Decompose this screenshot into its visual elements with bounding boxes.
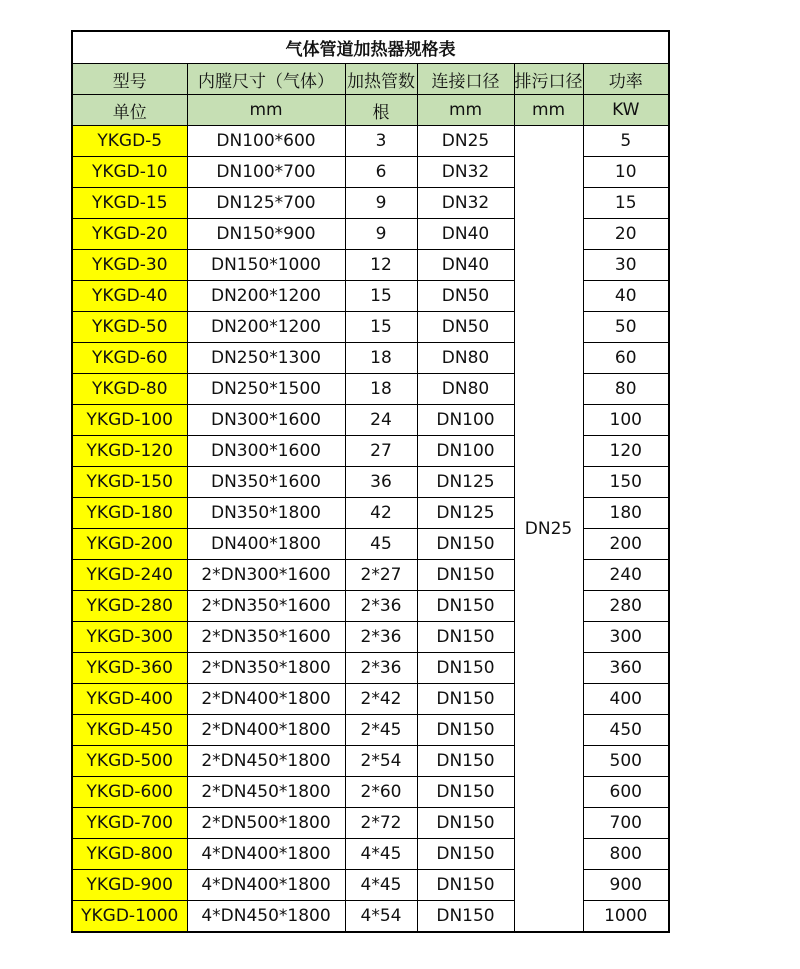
size-cell: 2*DN450*1800: [187, 777, 345, 808]
power-cell: 1000: [583, 901, 669, 933]
tubes-cell: 15: [345, 312, 417, 343]
model-cell: YKGD-450: [72, 715, 187, 746]
size-cell: 2*DN350*1600: [187, 622, 345, 653]
connection-cell: DN100: [417, 405, 514, 436]
tubes-cell: 4*45: [345, 870, 417, 901]
size-cell: DN300*1600: [187, 436, 345, 467]
size-cell: DN250*1500: [187, 374, 345, 405]
connection-cell: DN150: [417, 560, 514, 591]
power-cell: 200: [583, 529, 669, 560]
connection-cell: DN150: [417, 653, 514, 684]
model-cell: YKGD-10: [72, 157, 187, 188]
header-model: 型号: [72, 64, 187, 95]
model-cell: YKGD-5: [72, 126, 187, 157]
connection-cell: DN100: [417, 436, 514, 467]
size-cell: 4*DN400*1800: [187, 839, 345, 870]
model-cell: YKGD-900: [72, 870, 187, 901]
spec-table: [71, 30, 670, 933]
model-cell: YKGD-120: [72, 436, 187, 467]
tubes-cell: 2*60: [345, 777, 417, 808]
unit-tubes: 根: [345, 95, 417, 126]
power-cell: 80: [583, 374, 669, 405]
connection-cell: DN32: [417, 188, 514, 219]
model-cell: YKGD-30: [72, 250, 187, 281]
unit-row: [72, 95, 669, 126]
tubes-cell: 18: [345, 374, 417, 405]
header-tubes: 加热管数: [345, 64, 417, 95]
tubes-cell: 9: [345, 219, 417, 250]
power-cell: 15: [583, 188, 669, 219]
model-cell: YKGD-280: [72, 591, 187, 622]
tubes-cell: 2*36: [345, 653, 417, 684]
connection-cell: DN150: [417, 870, 514, 901]
connection-cell: DN125: [417, 498, 514, 529]
size-cell: DN125*700: [187, 188, 345, 219]
power-cell: 150: [583, 467, 669, 498]
connection-cell: DN150: [417, 684, 514, 715]
tubes-cell: 2*54: [345, 746, 417, 777]
header-drain: 排污口径: [514, 64, 583, 95]
power-cell: 120: [583, 436, 669, 467]
power-cell: 300: [583, 622, 669, 653]
connection-cell: DN80: [417, 343, 514, 374]
power-cell: 500: [583, 746, 669, 777]
tubes-cell: 9: [345, 188, 417, 219]
power-cell: 50: [583, 312, 669, 343]
power-cell: 450: [583, 715, 669, 746]
power-cell: 400: [583, 684, 669, 715]
tubes-cell: 2*72: [345, 808, 417, 839]
tubes-cell: 3: [345, 126, 417, 157]
power-cell: 700: [583, 808, 669, 839]
model-cell: YKGD-60: [72, 343, 187, 374]
model-cell: YKGD-15: [72, 188, 187, 219]
size-cell: 4*DN400*1800: [187, 870, 345, 901]
model-cell: YKGD-1000: [72, 901, 187, 933]
table-title: 气体管道加热器规格表: [72, 31, 669, 64]
size-cell: 2*DN350*1800: [187, 653, 345, 684]
power-cell: 10: [583, 157, 669, 188]
size-cell: 2*DN400*1800: [187, 684, 345, 715]
model-cell: YKGD-600: [72, 777, 187, 808]
power-cell: 360: [583, 653, 669, 684]
model-cell: YKGD-300: [72, 622, 187, 653]
table-row: [72, 126, 669, 157]
connection-cell: DN80: [417, 374, 514, 405]
connection-cell: DN32: [417, 157, 514, 188]
power-cell: 20: [583, 219, 669, 250]
title-row: [72, 31, 669, 64]
size-cell: DN350*1800: [187, 498, 345, 529]
connection-cell: DN40: [417, 250, 514, 281]
tubes-cell: 27: [345, 436, 417, 467]
model-cell: YKGD-240: [72, 560, 187, 591]
unit-size: mm: [187, 95, 345, 126]
size-cell: 2*DN300*1600: [187, 560, 345, 591]
tubes-cell: 2*45: [345, 715, 417, 746]
size-cell: DN200*1200: [187, 312, 345, 343]
connection-cell: DN150: [417, 808, 514, 839]
header-size: 内膛尺寸（气体）: [187, 64, 345, 95]
header-power: 功率: [583, 64, 669, 95]
connection-cell: DN40: [417, 219, 514, 250]
size-cell: DN150*1000: [187, 250, 345, 281]
size-cell: DN150*900: [187, 219, 345, 250]
power-cell: 30: [583, 250, 669, 281]
tubes-cell: 6: [345, 157, 417, 188]
connection-cell: DN50: [417, 312, 514, 343]
size-cell: DN350*1600: [187, 467, 345, 498]
size-cell: DN100*700: [187, 157, 345, 188]
unit-drain: mm: [514, 95, 583, 126]
power-cell: 280: [583, 591, 669, 622]
model-cell: YKGD-150: [72, 467, 187, 498]
tubes-cell: 2*36: [345, 591, 417, 622]
model-cell: YKGD-500: [72, 746, 187, 777]
tubes-cell: 2*42: [345, 684, 417, 715]
model-cell: YKGD-360: [72, 653, 187, 684]
power-cell: 40: [583, 281, 669, 312]
size-cell: DN200*1200: [187, 281, 345, 312]
power-cell: 600: [583, 777, 669, 808]
tubes-cell: 45: [345, 529, 417, 560]
tubes-cell: 2*36: [345, 622, 417, 653]
unit-connection: mm: [417, 95, 514, 126]
size-cell: DN400*1800: [187, 529, 345, 560]
tubes-cell: 4*54: [345, 901, 417, 933]
connection-cell: DN150: [417, 777, 514, 808]
model-cell: YKGD-700: [72, 808, 187, 839]
power-cell: 240: [583, 560, 669, 591]
tubes-cell: 18: [345, 343, 417, 374]
connection-cell: DN50: [417, 281, 514, 312]
power-cell: 180: [583, 498, 669, 529]
size-cell: DN250*1300: [187, 343, 345, 374]
connection-cell: DN150: [417, 746, 514, 777]
power-cell: 900: [583, 870, 669, 901]
model-cell: YKGD-40: [72, 281, 187, 312]
tubes-cell: 15: [345, 281, 417, 312]
size-cell: 2*DN450*1800: [187, 746, 345, 777]
connection-cell: DN150: [417, 529, 514, 560]
size-cell: DN100*600: [187, 126, 345, 157]
size-cell: 2*DN350*1600: [187, 591, 345, 622]
connection-cell: DN150: [417, 901, 514, 933]
connection-cell: DN150: [417, 622, 514, 653]
model-cell: YKGD-50: [72, 312, 187, 343]
unit-label: 单位: [72, 95, 187, 126]
tubes-cell: 12: [345, 250, 417, 281]
header-row: [72, 64, 669, 95]
connection-cell: DN150: [417, 591, 514, 622]
size-cell: 4*DN450*1800: [187, 901, 345, 933]
connection-cell: DN25: [417, 126, 514, 157]
connection-cell: DN150: [417, 715, 514, 746]
model-cell: YKGD-20: [72, 219, 187, 250]
size-cell: DN300*1600: [187, 405, 345, 436]
model-cell: YKGD-800: [72, 839, 187, 870]
power-cell: 5: [583, 126, 669, 157]
tubes-cell: 42: [345, 498, 417, 529]
model-cell: YKGD-100: [72, 405, 187, 436]
model-cell: YKGD-400: [72, 684, 187, 715]
model-cell: YKGD-80: [72, 374, 187, 405]
tubes-cell: 2*27: [345, 560, 417, 591]
size-cell: 2*DN400*1800: [187, 715, 345, 746]
tubes-cell: 4*45: [345, 839, 417, 870]
size-cell: 2*DN500*1800: [187, 808, 345, 839]
power-cell: 100: [583, 405, 669, 436]
unit-power: KW: [583, 95, 669, 126]
drain-cell: DN25: [514, 126, 583, 933]
connection-cell: DN150: [417, 839, 514, 870]
header-connection: 连接口径: [417, 64, 514, 95]
tubes-cell: 24: [345, 405, 417, 436]
power-cell: 60: [583, 343, 669, 374]
power-cell: 800: [583, 839, 669, 870]
connection-cell: DN125: [417, 467, 514, 498]
tubes-cell: 36: [345, 467, 417, 498]
model-cell: YKGD-200: [72, 529, 187, 560]
model-cell: YKGD-180: [72, 498, 187, 529]
